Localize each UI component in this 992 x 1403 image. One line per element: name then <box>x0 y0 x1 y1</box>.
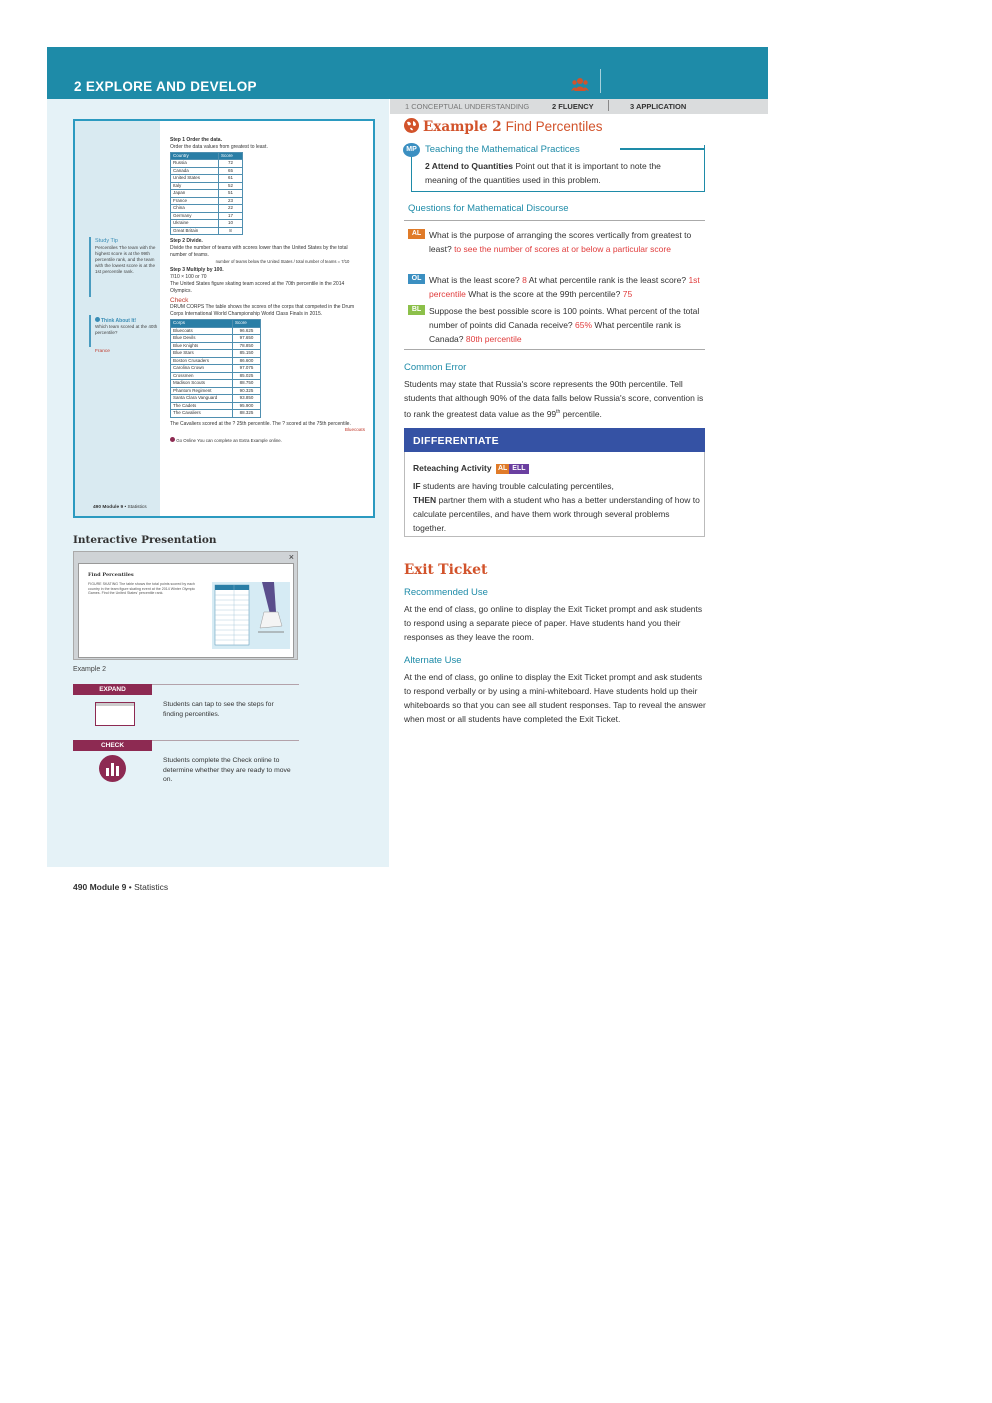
step1-text: Order the data values from greatest to least. <box>170 143 268 150</box>
table-cell: 10 <box>219 220 243 228</box>
book-content <box>170 137 365 445</box>
table-row <box>171 357 261 365</box>
table-cell: Blue Knights <box>171 342 233 350</box>
think-about-it-title: Think About It! <box>95 317 160 324</box>
go-online-note: Go Online You can complete an Extra Example online. <box>170 437 365 445</box>
table-cell: 17 <box>219 212 243 220</box>
check-text: Students complete the Check online to determine whether they are ready to move on. <box>163 757 291 783</box>
table-cell: Bluecoats <box>171 327 233 335</box>
study-tip-text: Percentiles The team with the highest score is at the 99th percentile rank, and the team with the lowest score is at the 1st percentile rank. <box>95 245 156 274</box>
table-cell: Crossmen <box>171 372 233 380</box>
table-cell: 8 <box>219 227 243 235</box>
screen-title: Find Percentiles <box>88 572 134 578</box>
table-header: Corps <box>171 320 233 328</box>
section-title: 2 EXPLORE AND DEVELOP <box>74 79 257 94</box>
step2-title: Step 2 Divide. <box>170 238 203 245</box>
interactive-screen-thumbnail[interactable] <box>73 551 298 660</box>
table-row <box>171 167 243 175</box>
student-edition-page <box>73 119 375 518</box>
table-row <box>171 175 243 183</box>
math-practices-text: 2 Attend to Quantities Point out that it is important to note the meaning of the quantities used in this problem. <box>425 161 661 185</box>
module-topic: • Statistics <box>128 882 169 892</box>
go-online-icon <box>170 437 175 442</box>
table-row <box>171 212 243 220</box>
ol-badge: OL <box>408 274 425 284</box>
check-title: Check <box>170 296 189 304</box>
example-heading: Example 2 Find Percentiles <box>404 118 602 135</box>
table-cell: United States <box>171 175 219 183</box>
table-cell: 95.900 <box>233 402 261 410</box>
table-cell: 23 <box>219 197 243 205</box>
differentiate-header: DIFFERENTIATE <box>404 428 705 452</box>
table-cell: 85.150 <box>233 350 261 358</box>
table-cell: The Cadets <box>171 402 233 410</box>
recommended-use-title: Recommended Use <box>404 587 488 598</box>
step1-title: Step 1 Order the data. <box>170 137 222 143</box>
divider <box>404 220 705 221</box>
think-about-it <box>89 315 160 347</box>
table-row <box>171 410 261 418</box>
table-cell: 88.325 <box>233 410 261 418</box>
table-cell: Blue Devils <box>171 335 233 343</box>
table-row <box>171 190 243 198</box>
table-row <box>171 160 243 168</box>
question-al: What is the purpose of arranging the scores vertically from greatest to least? to see the number of scores at or below a particular score <box>429 230 692 254</box>
scores-table <box>170 152 243 236</box>
table-cell: China <box>171 205 219 213</box>
table-row <box>171 227 243 235</box>
lightbulb-icon <box>95 317 100 322</box>
bl-badge: BL <box>408 305 425 315</box>
step2-fraction: number of teams below the United States / total number of teams = 7/10 <box>215 259 350 265</box>
al-tag: AL <box>497 465 508 472</box>
think-answer: France <box>95 349 110 354</box>
book-page-footer: 490 Module 9 • Statistics <box>93 505 147 510</box>
group-icon <box>571 77 589 91</box>
table-cell: Blue Stars <box>171 350 233 358</box>
table-cell: Great Britain <box>171 227 219 235</box>
table-row <box>171 327 261 335</box>
math-practices-title: Teaching the Mathematical Practices <box>425 144 580 155</box>
table-row <box>171 350 261 358</box>
table-cell: 85.025 <box>233 372 261 380</box>
step3-title: Step 3 Multiply by 100. <box>170 267 224 274</box>
table-cell: 78.850 <box>233 342 261 350</box>
table-cell: 88.750 <box>233 380 261 388</box>
question-bl: Suppose the best possible score is 100 points. What percent of the total number of points did Canada receive? 65% What percentile rank is Canada? 80th percentile <box>429 306 700 344</box>
table-row <box>171 402 261 410</box>
expand-text: Students can tap to see the steps for finding percentiles. <box>163 701 274 718</box>
reteaching-activity-title: Reteaching Activity AL ELL <box>413 463 529 474</box>
check-answer: Bluecoats <box>344 427 365 433</box>
table-row <box>171 372 261 380</box>
level-fluency: 2 FLUENCY <box>552 102 594 111</box>
al-badge: AL <box>408 229 425 239</box>
module-name: Module 9 <box>89 882 127 892</box>
expand-divider <box>152 684 299 685</box>
table-cell: 86.600 <box>233 357 261 365</box>
table-row <box>171 197 243 205</box>
table-cell: 97.075 <box>233 365 261 373</box>
bar-chart-icon[interactable] <box>99 755 126 782</box>
table-cell: Phantom Regiment <box>171 387 233 395</box>
table-cell: France <box>171 197 219 205</box>
table-cell: Carolina Crown <box>171 365 233 373</box>
think-about-it-text: Which team scored at the 40th percentile? <box>95 324 158 335</box>
check-label: CHECK <box>73 740 152 751</box>
close-icon[interactable]: × <box>288 552 294 562</box>
study-tip <box>89 237 160 297</box>
page-footer <box>73 882 168 892</box>
table-cell: Japan <box>171 190 219 198</box>
divider <box>404 349 705 350</box>
table-cell: Germany <box>171 212 219 220</box>
step3-text: The United States figure skating team scored at the 70th percentile in the 2014 Olympics. <box>170 281 345 294</box>
table-cell: 52 <box>219 182 243 190</box>
table-cell: 97.650 <box>233 335 261 343</box>
table-row <box>171 335 261 343</box>
table-cell: Ukraine <box>171 220 219 228</box>
discourse-title: Questions for Mathematical Discourse <box>408 203 569 214</box>
table-cell: 93.850 <box>233 395 261 403</box>
table-cell: Boston Crusaders <box>171 357 233 365</box>
ell-tag: ELL <box>509 464 528 474</box>
table-cell: 51 <box>219 190 243 198</box>
expand-label: EXPAND <box>73 684 152 695</box>
level-divider <box>608 100 609 111</box>
screen-text: FIGURE SKATING The table shows the total points scored by each country in the team figure skating event at the 2014 Winter Olympic Games. Find the United States' percentile rank. <box>88 582 196 596</box>
table-cell: Russia <box>171 160 219 168</box>
section-header <box>47 47 768 99</box>
interactive-presentation-title: Interactive Presentation <box>73 534 217 546</box>
level-conceptual: 1 CONCEPTUAL UNDERSTANDING <box>405 102 530 111</box>
table-row <box>171 182 243 190</box>
table-row <box>171 380 261 388</box>
table-cell: Italy <box>171 182 219 190</box>
check-divider <box>152 740 299 741</box>
level-application: 3 APPLICATION <box>630 102 687 111</box>
table-header: Score <box>219 152 243 160</box>
level-bar <box>390 99 768 114</box>
question-ol: What is the least score? 8 At what percentile rank is the least score? 1st percentile What is the score at the 99th percentile? 75 <box>429 275 700 299</box>
globe-icon <box>404 118 419 133</box>
example-label: Example 2 <box>73 666 107 673</box>
recommended-use-text: At the end of class, go online to display the Exit Ticket prompt and ask students to respond using a separate piece of paper. Have students hand you their responses as they leave the room. <box>404 604 703 642</box>
mp-badge-icon: MP <box>403 143 420 157</box>
table-cell: 96.625 <box>233 327 261 335</box>
table-row <box>171 395 261 403</box>
math-practices-rule <box>620 148 705 150</box>
common-error-text: Students may state that Russia's score represents the 90th percentile. Tell students that although 90% of the data falls below Russia's score, convention is to rank the greatest data value as the 99th percentile. <box>404 379 704 419</box>
table-cell: 65 <box>219 167 243 175</box>
page-margin-sidebar <box>75 121 160 516</box>
table-cell: 72 <box>219 160 243 168</box>
reteaching-text: IF students are having trouble calculating percentiles, THEN partner them with a student who has a better understanding of how to calculate percentiles, and have them work through several problems together. <box>413 481 700 533</box>
table-row <box>171 342 261 350</box>
table-row <box>171 365 261 373</box>
figure-skater-image <box>212 582 290 649</box>
alternate-use-text: At the end of class, go online to display the Exit Ticket prompt and ask students to respond verbally or by using a mini-whiteboard. Have students hold up their whiteboards so that you can see all student responses. Tap to reveal the answer when most or all students have completed the Exit Ticket. <box>404 672 706 724</box>
common-error-title: Common Error <box>404 362 467 373</box>
table-cell: Canada <box>171 167 219 175</box>
screen-content <box>78 563 294 658</box>
exit-ticket-title: Exit Ticket <box>404 562 488 578</box>
check-question: The Cavaliers scored at the ? 25th percentile. The ? scored at the 75th percentile. <box>170 420 351 427</box>
table-cell: 22 <box>219 205 243 213</box>
table-header: Country <box>171 152 219 160</box>
table-cell: Santa Clara Vanguard <box>171 395 233 403</box>
step2-text: Divide the number of teams with scores lower than the United States by the total number of teams. <box>170 244 348 258</box>
table-cell: 61 <box>219 175 243 183</box>
table-cell: 90.325 <box>233 387 261 395</box>
step3-formula: 7/10 × 100 or 70 <box>170 274 207 281</box>
alternate-use-title: Alternate Use <box>404 655 462 666</box>
corps-table <box>170 319 261 418</box>
check-text: DRUM CORPS The table shows the scores of the corps that competed in the Drum Corps International World Championship World Class Finals in 2015. <box>170 304 355 318</box>
table-row <box>171 220 243 228</box>
table-header: Score <box>233 320 261 328</box>
table-row <box>171 387 261 395</box>
table-row <box>171 205 243 213</box>
page-number: 490 <box>73 882 88 892</box>
table-cell: Madison Scouts <box>171 380 233 388</box>
header-divider <box>600 69 601 93</box>
expand-icon[interactable] <box>95 702 135 726</box>
table-cell: The Cavaliers <box>171 410 233 418</box>
study-tip-title: Study Tip <box>95 238 118 244</box>
